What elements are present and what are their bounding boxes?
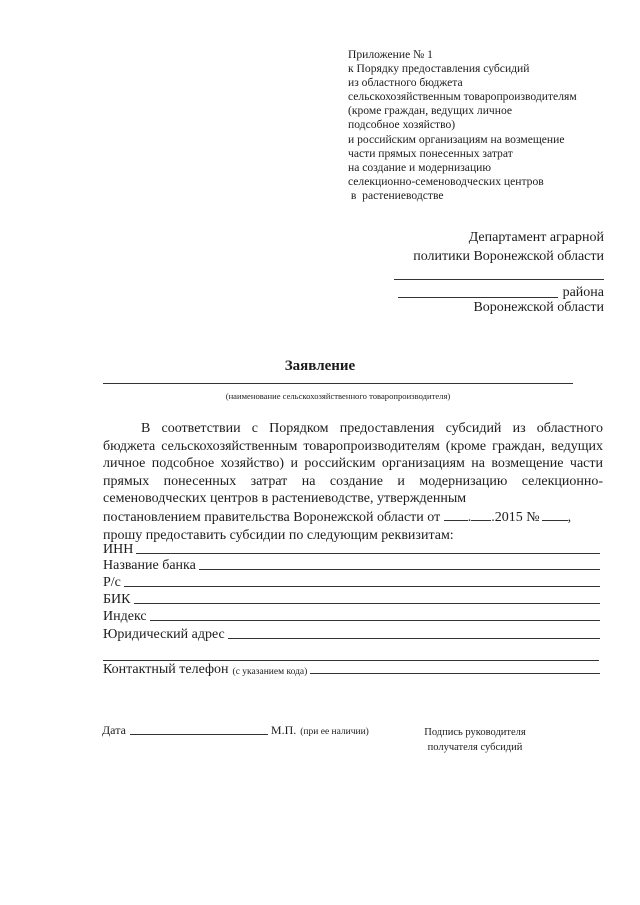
statement-prefix: постановлением правительства Воронежской области от	[103, 509, 441, 525]
appendix-line: из областного бюджета	[348, 76, 463, 90]
bank-name-field[interactable]	[103, 556, 600, 574]
legal-address-label: Юридический адрес	[103, 627, 225, 642]
applicant-name-line[interactable]	[103, 383, 573, 384]
date-label: Дата	[102, 723, 126, 737]
postal-code-field[interactable]	[103, 607, 600, 625]
addressee-blank-line[interactable]	[394, 279, 604, 280]
statement-last-line	[103, 508, 603, 527]
appendix-line: селекционно-семеноводческих центров	[348, 174, 544, 188]
appendix-line: части прямых понесенных затрат	[348, 146, 513, 160]
account-blank[interactable]	[124, 586, 600, 587]
legal-address-field[interactable]	[103, 625, 600, 643]
appendix-header	[348, 48, 628, 203]
addressee-block	[413, 228, 604, 266]
account-field[interactable]	[103, 573, 600, 591]
appendix-line: на создание и модернизацию	[348, 160, 492, 174]
addressee-region: Воронежской области	[473, 300, 604, 315]
signature-line-2: получателя субсидий	[427, 742, 523, 753]
bank-name-label: Название банка	[103, 558, 196, 573]
decree-year: .2015 №	[491, 509, 540, 525]
decree-number-blank[interactable]	[542, 508, 568, 521]
date-row	[102, 722, 392, 738]
contact-phone-blank[interactable]	[310, 673, 600, 674]
contact-phone-note: (с указанием кода)	[232, 667, 308, 677]
addressee-line-2: политики Воронежской области	[413, 249, 604, 264]
date-blank[interactable]	[130, 734, 268, 735]
addressee-line-1: Департамент аграрной	[468, 230, 604, 245]
inn-blank[interactable]	[136, 553, 600, 554]
appendix-line: сельскохозяйственным товаропроизводителям	[348, 90, 577, 104]
decree-comma: ,	[567, 509, 572, 525]
statement-paragraph: В соответствии с Порядком предоставления субсидий из областного бюджета сельскохозяйственным товаропроизводителям (кроме граждан, ведущих личное подсобное хозяйство) и российским организациям на возмещение части прямых понесенных затрат на создание и модернизацию селекционно-семеноводческих центров в растениеводстве, утвержденным	[103, 421, 603, 507]
bank-name-blank[interactable]	[199, 569, 600, 570]
inn-label: ИНН	[103, 542, 134, 557]
bik-blank[interactable]	[134, 603, 601, 604]
seal-label: М.П.	[270, 723, 297, 737]
legal-address-blank[interactable]	[228, 638, 600, 639]
postal-code-label: Индекс	[103, 609, 147, 624]
signature-block	[410, 725, 540, 755]
statement-body	[103, 420, 603, 544]
bik-field[interactable]	[103, 590, 600, 608]
district-row	[398, 283, 604, 301]
district-blank[interactable]	[398, 297, 558, 298]
applicant-caption: (наименование сельскохозяйственного товаропроизводителя)	[225, 391, 451, 401]
document-title: Заявление	[284, 358, 356, 374]
contact-phone-field[interactable]	[103, 660, 600, 678]
signature-line-1: Подпись руководителя	[424, 727, 526, 738]
seal-note: (при ее наличии)	[300, 727, 369, 737]
postal-code-blank[interactable]	[150, 620, 600, 621]
decree-day-blank[interactable]	[444, 508, 468, 521]
contact-phone-label: Контактный телефон	[103, 662, 229, 677]
account-label: Р/с	[103, 575, 121, 590]
appendix-line: и российским организациям на возмещение	[348, 132, 565, 146]
request-line: прошу предоставить субсидии по следующим реквизитам:	[103, 527, 454, 543]
appendix-line: Приложение № 1	[348, 48, 433, 61]
appendix-line: (кроме граждан, ведущих личное	[348, 104, 513, 118]
appendix-line: в растениеводстве	[348, 188, 444, 202]
bik-label: БИК	[103, 592, 131, 607]
decree-month-blank[interactable]	[471, 508, 491, 521]
district-suffix: района	[562, 285, 604, 300]
appendix-line: подсобное хозяйство)	[348, 118, 456, 132]
appendix-line: к Порядку предоставления субсидий	[348, 62, 530, 76]
date-dot: .	[467, 509, 472, 525]
